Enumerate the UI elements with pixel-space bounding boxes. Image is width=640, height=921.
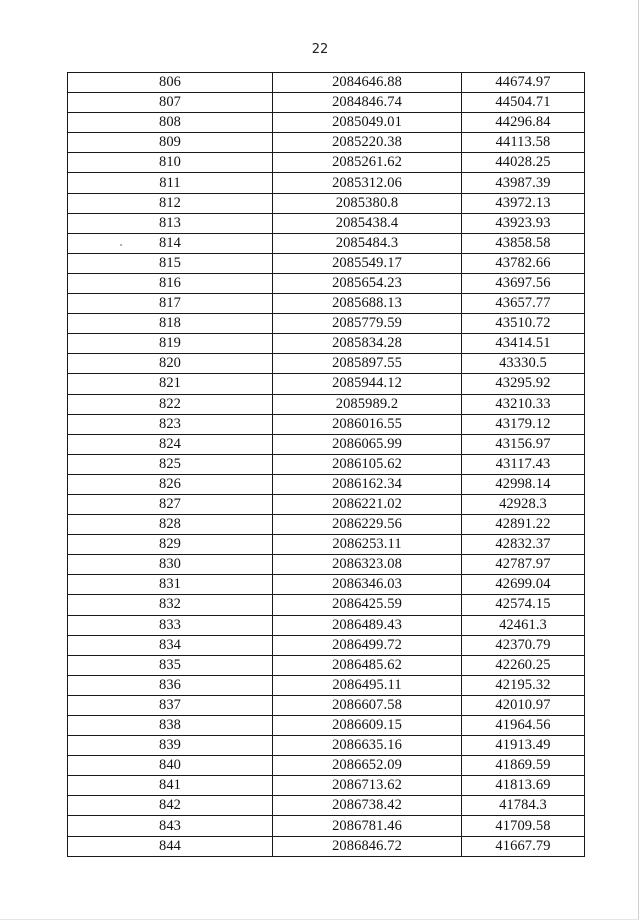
coordinate-table-body [68, 73, 585, 857]
x-coordinate-cell: 2086425.59 [273, 595, 462, 615]
y-coordinate-cell: 41869.59 [462, 756, 585, 776]
table-row [68, 213, 585, 233]
point-number-cell: 839 [68, 736, 273, 756]
table-row [68, 233, 585, 253]
table-row [68, 635, 585, 655]
x-coordinate-cell: 2085484.3 [273, 233, 462, 253]
table-row [68, 474, 585, 494]
x-coordinate-cell: 2086323.08 [273, 555, 462, 575]
x-coordinate-cell: 2086105.62 [273, 454, 462, 474]
table-row [68, 73, 585, 93]
y-coordinate-cell: 43156.97 [462, 434, 585, 454]
y-coordinate-cell: 42574.15 [462, 595, 585, 615]
point-number-cell: 818 [68, 314, 273, 334]
y-coordinate-cell: 44504.71 [462, 93, 585, 113]
x-coordinate-cell: 2085220.38 [273, 133, 462, 153]
y-coordinate-cell: 43858.58 [462, 233, 585, 253]
point-number-cell: 823 [68, 414, 273, 434]
point-number-cell: 816 [68, 273, 273, 293]
y-coordinate-cell: 43972.13 [462, 193, 585, 213]
y-coordinate-cell: 41813.69 [462, 776, 585, 796]
table-row [68, 776, 585, 796]
x-coordinate-cell: 2086065.99 [273, 434, 462, 454]
x-coordinate-cell: 2086016.55 [273, 414, 462, 434]
point-number-cell: 830 [68, 555, 273, 575]
y-coordinate-cell: 42699.04 [462, 575, 585, 595]
point-number-cell: 824 [68, 434, 273, 454]
point-number-cell: 808 [68, 113, 273, 133]
table-row [68, 695, 585, 715]
point-number-cell: 826 [68, 474, 273, 494]
point-number-cell: 837 [68, 695, 273, 715]
x-coordinate-cell: 2086499.72 [273, 635, 462, 655]
table-row [68, 756, 585, 776]
x-coordinate-cell: 2085549.17 [273, 253, 462, 273]
point-number-cell: 820 [68, 354, 273, 374]
table-row [68, 796, 585, 816]
x-coordinate-cell: 2085261.62 [273, 153, 462, 173]
y-coordinate-cell: 42891.22 [462, 515, 585, 535]
table-row [68, 294, 585, 314]
x-coordinate-cell: 2086652.09 [273, 756, 462, 776]
table-row [68, 454, 585, 474]
table-row [68, 133, 585, 153]
y-coordinate-cell: 44674.97 [462, 73, 585, 93]
y-coordinate-cell: 41784.3 [462, 796, 585, 816]
table-row [68, 434, 585, 454]
x-coordinate-cell: 2086489.43 [273, 615, 462, 635]
table-row [68, 716, 585, 736]
point-number-cell: 810 [68, 153, 273, 173]
x-coordinate-cell: 2086607.58 [273, 695, 462, 715]
x-coordinate-cell: 2086609.15 [273, 716, 462, 736]
y-coordinate-cell: 44113.58 [462, 133, 585, 153]
y-coordinate-cell: 42260.25 [462, 655, 585, 675]
y-coordinate-cell: 41709.58 [462, 816, 585, 836]
x-coordinate-cell: 2086162.34 [273, 474, 462, 494]
y-coordinate-cell: 43330.5 [462, 354, 585, 374]
point-number-cell: 809 [68, 133, 273, 153]
page-number: 22 [311, 42, 329, 57]
x-coordinate-cell: 2085654.23 [273, 273, 462, 293]
point-number-cell: 841 [68, 776, 273, 796]
point-number-cell: 829 [68, 535, 273, 555]
point-number-cell: 827 [68, 494, 273, 514]
x-coordinate-cell: 2086781.46 [273, 816, 462, 836]
y-coordinate-cell: 43295.92 [462, 374, 585, 394]
y-coordinate-cell: 43414.51 [462, 334, 585, 354]
x-coordinate-cell: 2086738.42 [273, 796, 462, 816]
point-number-cell: 836 [68, 675, 273, 695]
y-coordinate-cell: 42787.97 [462, 555, 585, 575]
table-row [68, 153, 585, 173]
y-coordinate-cell: 43923.93 [462, 213, 585, 233]
x-coordinate-cell: 2086846.72 [273, 836, 462, 856]
table-row [68, 193, 585, 213]
table-row [68, 334, 585, 354]
x-coordinate-cell: 2085989.2 [273, 394, 462, 414]
x-coordinate-cell: 2085688.13 [273, 294, 462, 314]
point-number-cell: 814 [68, 233, 273, 253]
x-coordinate-cell: 2086485.62 [273, 655, 462, 675]
x-coordinate-cell: 2084846.74 [273, 93, 462, 113]
point-number-cell: 838 [68, 716, 273, 736]
table-row [68, 494, 585, 514]
x-coordinate-cell: 2085438.4 [273, 213, 462, 233]
table-row [68, 555, 585, 575]
x-coordinate-cell: 2086221.02 [273, 494, 462, 514]
table-row [68, 575, 585, 595]
y-coordinate-cell: 42832.37 [462, 535, 585, 555]
y-coordinate-cell: 41913.49 [462, 736, 585, 756]
y-coordinate-cell: 42370.79 [462, 635, 585, 655]
point-number-cell: 832 [68, 595, 273, 615]
point-number-cell: 842 [68, 796, 273, 816]
point-number-cell: 835 [68, 655, 273, 675]
y-coordinate-cell: 43179.12 [462, 414, 585, 434]
y-coordinate-cell: 43987.39 [462, 173, 585, 193]
table-row [68, 374, 585, 394]
x-coordinate-cell: 2085897.55 [273, 354, 462, 374]
point-number-cell: 831 [68, 575, 273, 595]
point-number-cell: 828 [68, 515, 273, 535]
point-number-cell: 833 [68, 615, 273, 635]
table-row [68, 836, 585, 856]
table-row [68, 615, 585, 635]
x-coordinate-cell: 2086346.03 [273, 575, 462, 595]
table-row [68, 93, 585, 113]
y-coordinate-cell: 43657.77 [462, 294, 585, 314]
y-coordinate-cell: 43510.72 [462, 314, 585, 334]
coordinate-table [67, 72, 585, 857]
scan-speck [120, 244, 122, 246]
y-coordinate-cell: 42998.14 [462, 474, 585, 494]
table-row [68, 113, 585, 133]
table-row [68, 173, 585, 193]
x-coordinate-cell: 2086229.56 [273, 515, 462, 535]
y-coordinate-cell: 44296.84 [462, 113, 585, 133]
x-coordinate-cell: 2086635.16 [273, 736, 462, 756]
point-number-cell: 843 [68, 816, 273, 836]
x-coordinate-cell: 2085049.01 [273, 113, 462, 133]
table-row [68, 273, 585, 293]
table-row [68, 816, 585, 836]
x-coordinate-cell: 2085779.59 [273, 314, 462, 334]
y-coordinate-cell: 43782.66 [462, 253, 585, 273]
point-number-cell: 844 [68, 836, 273, 856]
table-row [68, 515, 585, 535]
x-coordinate-cell: 2085380.8 [273, 193, 462, 213]
table-row [68, 414, 585, 434]
table-row [68, 736, 585, 756]
table-row [68, 655, 585, 675]
x-coordinate-cell: 2086713.62 [273, 776, 462, 796]
point-number-cell: 817 [68, 294, 273, 314]
point-number-cell: 806 [68, 73, 273, 93]
point-number-cell: 834 [68, 635, 273, 655]
point-number-cell: 811 [68, 173, 273, 193]
y-coordinate-cell: 43697.56 [462, 273, 585, 293]
y-coordinate-cell: 43117.43 [462, 454, 585, 474]
y-coordinate-cell: 44028.25 [462, 153, 585, 173]
y-coordinate-cell: 42195.32 [462, 675, 585, 695]
point-number-cell: 840 [68, 756, 273, 776]
table-row [68, 354, 585, 374]
table-row [68, 535, 585, 555]
x-coordinate-cell: 2086495.11 [273, 675, 462, 695]
point-number-cell: 812 [68, 193, 273, 213]
x-coordinate-cell: 2085944.12 [273, 374, 462, 394]
x-coordinate-cell: 2085312.06 [273, 173, 462, 193]
y-coordinate-cell: 41964.56 [462, 716, 585, 736]
table-row [68, 253, 585, 273]
table-row [68, 595, 585, 615]
point-number-cell: 815 [68, 253, 273, 273]
x-coordinate-cell: 2084646.88 [273, 73, 462, 93]
x-coordinate-cell: 2085834.28 [273, 334, 462, 354]
point-number-cell: 813 [68, 213, 273, 233]
table-row [68, 314, 585, 334]
x-coordinate-cell: 2086253.11 [273, 535, 462, 555]
y-coordinate-cell: 42461.3 [462, 615, 585, 635]
table-row [68, 675, 585, 695]
point-number-cell: 821 [68, 374, 273, 394]
point-number-cell: 825 [68, 454, 273, 474]
point-number-cell: 822 [68, 394, 273, 414]
y-coordinate-cell: 42928.3 [462, 494, 585, 514]
point-number-cell: 807 [68, 93, 273, 113]
y-coordinate-cell: 41667.79 [462, 836, 585, 856]
y-coordinate-cell: 43210.33 [462, 394, 585, 414]
y-coordinate-cell: 42010.97 [462, 695, 585, 715]
table-row [68, 394, 585, 414]
point-number-cell: 819 [68, 334, 273, 354]
